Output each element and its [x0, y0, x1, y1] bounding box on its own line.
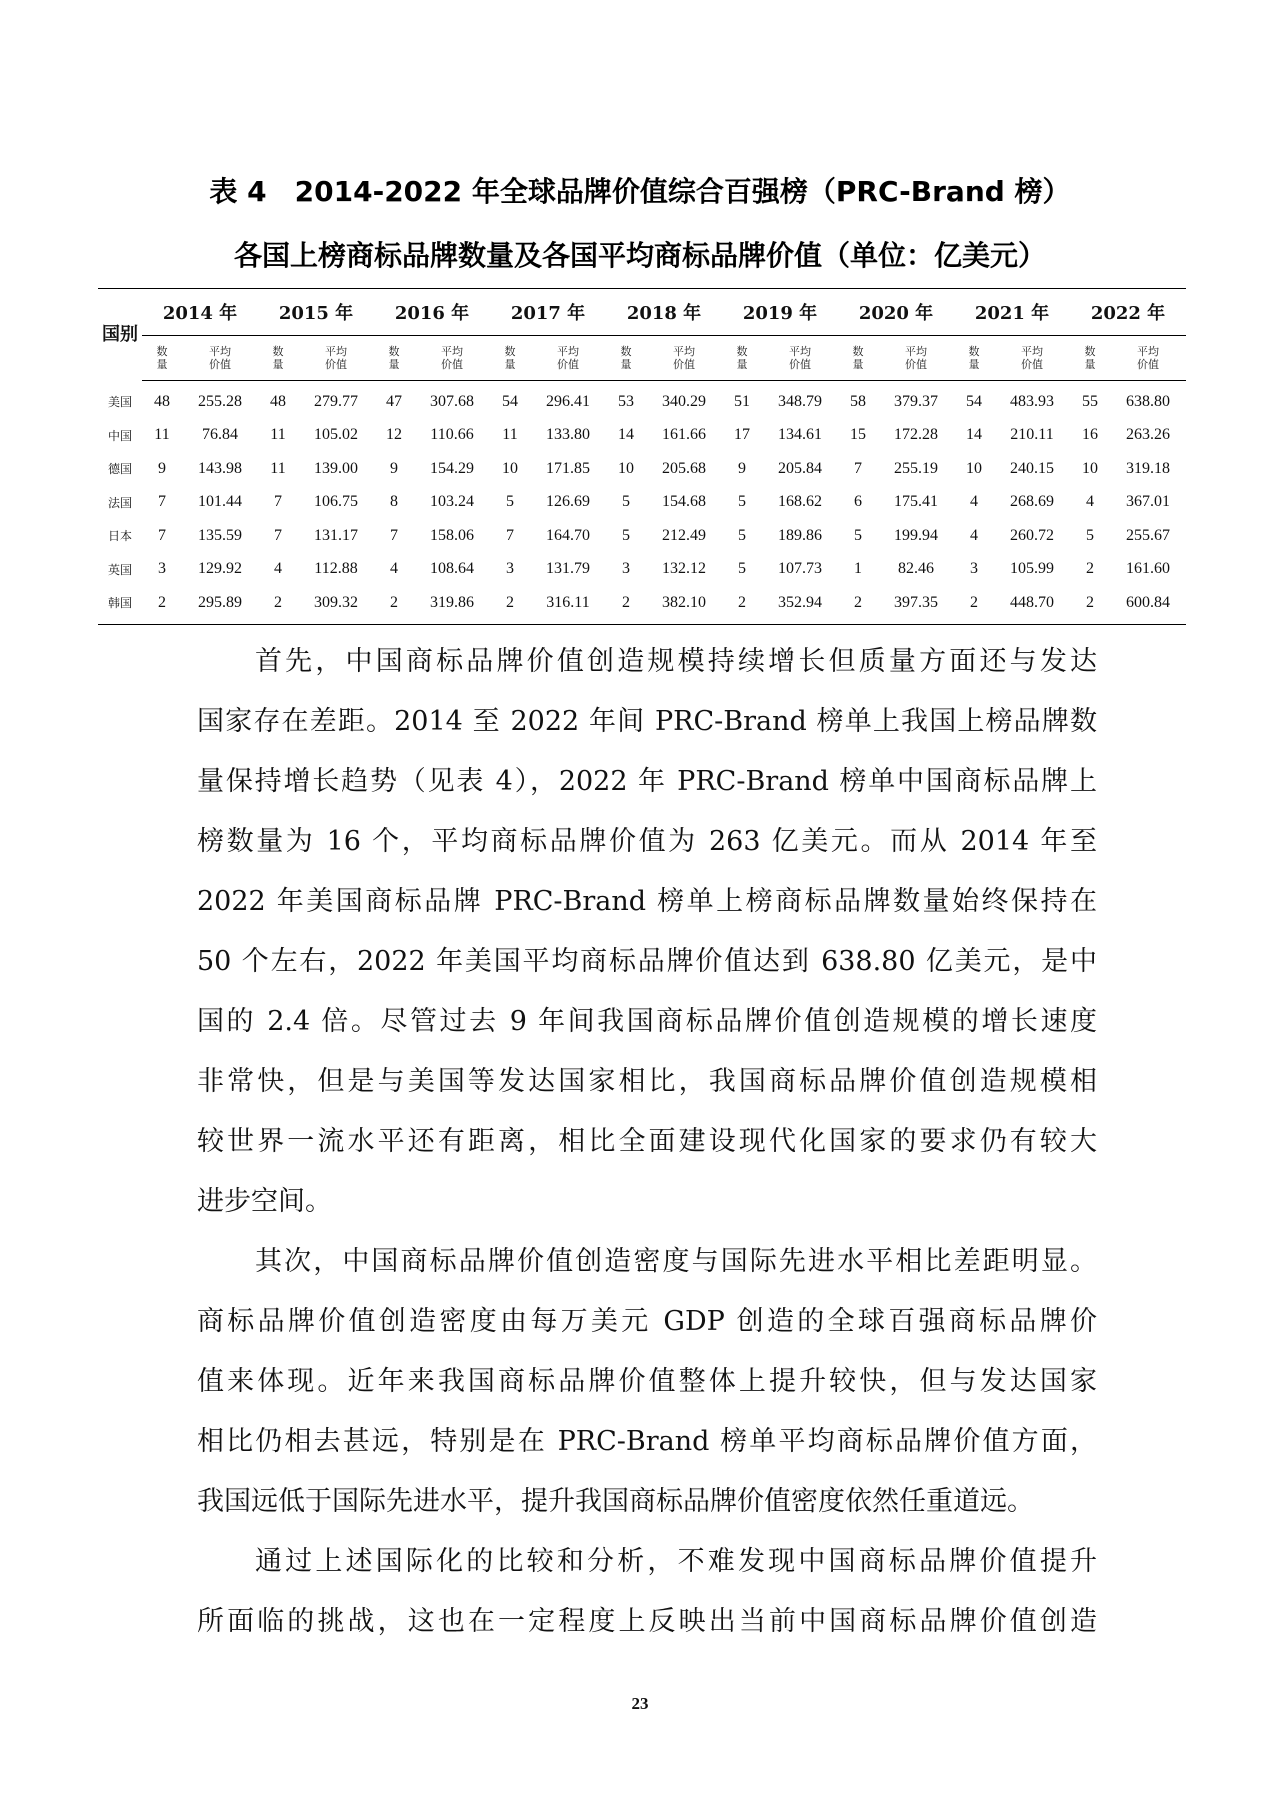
avg-value-cell: 126.69 [546, 493, 590, 511]
avg-value-cell: 101.44 [198, 493, 242, 511]
avg-value-cell: 154.68 [662, 493, 706, 511]
avg-value-cell: 139.00 [314, 459, 358, 477]
paragraph-line: 较世界一流水平还有距离，相比全面建设现代化国家的要求仍有较大 [197, 1126, 1097, 1157]
year-header: 2014 年 [142, 289, 258, 336]
paragraph-line: 商标品牌价值创造密度由每万美元 GDP 创造的全球百强商标品牌价 [197, 1306, 1097, 1337]
avg-value-cell: 309.32 [314, 593, 358, 611]
avg-value-cell: 76.84 [202, 426, 238, 444]
avg-value-cell: 107.73 [778, 560, 822, 578]
avg-value-cell: 205.84 [778, 459, 822, 477]
brand-count-cell: 5 [854, 526, 862, 544]
brand-count-cell: 12 [386, 426, 402, 444]
avg-value-cell: 379.37 [894, 392, 938, 410]
brand-count-cell: 3 [506, 560, 514, 578]
avg-value-subheader: 平均价值 [298, 336, 374, 381]
avg-value-cell: 106.75 [314, 493, 358, 511]
count-subheader: 数量 [374, 336, 414, 381]
year-header: 2020 年 [838, 289, 954, 336]
paragraph-line: 进步空间。 [197, 1186, 332, 1217]
avg-value-cell: 132.12 [662, 560, 706, 578]
brand-count-cell: 4 [390, 560, 398, 578]
avg-value-cell: 133.80 [546, 426, 590, 444]
avg-value-subheader: 平均价值 [994, 336, 1070, 381]
avg-value-cell: 189.86 [778, 526, 822, 544]
avg-value-cell: 105.99 [1010, 560, 1054, 578]
avg-value-cell: 255.19 [894, 459, 938, 477]
avg-value-cell: 108.64 [430, 560, 474, 578]
paragraph-line: 首先，中国商标品牌价值创造规模持续增长但质量方面还与发达 [255, 646, 1097, 677]
country-name: 英国 [107, 562, 132, 577]
brand-count-cell: 10 [966, 459, 982, 477]
year-header-row [98, 289, 1186, 336]
avg-value-cell: 352.94 [778, 593, 822, 611]
avg-value-cell: 483.93 [1010, 392, 1054, 410]
country-column-header: 国别 [102, 323, 138, 345]
avg-value-cell: 199.94 [894, 526, 938, 544]
avg-value-subheader: 平均价值 [646, 336, 722, 381]
count-subheader: 数量 [838, 336, 878, 381]
brand-count-cell: 3 [622, 560, 630, 578]
avg-value-cell: 397.35 [894, 593, 938, 611]
brand-count-cell: 11 [270, 459, 286, 477]
brand-count-cell: 10 [1082, 459, 1098, 477]
brand-count-cell: 14 [966, 426, 982, 444]
brand-count-cell: 10 [618, 459, 634, 477]
brand-count-cell: 16 [1082, 426, 1098, 444]
table-row [98, 553, 1186, 587]
brand-count-cell: 54 [502, 392, 518, 410]
brand-count-cell: 54 [966, 392, 982, 410]
avg-value-cell: 279.77 [314, 392, 358, 410]
avg-value-cell: 168.62 [778, 493, 822, 511]
table-row [98, 586, 1186, 624]
brand-count-cell: 9 [390, 459, 398, 477]
brand-count-cell: 11 [154, 426, 170, 444]
avg-value-cell: 164.70 [546, 526, 590, 544]
country-name: 美国 [107, 395, 132, 409]
avg-value-subheader: 平均价值 [878, 336, 954, 381]
avg-value-cell: 319.86 [430, 593, 474, 611]
avg-value-cell: 382.10 [662, 593, 706, 611]
avg-value-cell: 112.88 [314, 560, 358, 578]
avg-value-cell: 240.15 [1010, 459, 1054, 477]
brand-count-cell: 4 [970, 526, 978, 544]
avg-value-cell: 210.11 [1010, 426, 1054, 444]
table-body [98, 381, 1186, 625]
brand-count-cell: 3 [970, 560, 978, 578]
avg-value-cell: 268.69 [1010, 493, 1054, 511]
brand-count-cell: 7 [854, 459, 862, 477]
count-subheader: 数量 [142, 336, 182, 381]
brand-count-cell: 7 [158, 526, 166, 544]
brand-count-cell: 7 [158, 493, 166, 511]
paragraph-line: 所面临的挑战，这也在一定程度上反映出当前中国商标品牌价值创造 [197, 1606, 1097, 1637]
avg-value-cell: 135.59 [198, 526, 242, 544]
country-name: 德国 [107, 462, 132, 477]
paragraph-line: 量保持增长趋势（见表 4），2022 年 PRC-Brand 榜单中国商标品牌上 [197, 766, 1097, 797]
year-header: 2022 年 [1070, 289, 1186, 336]
brand-value-table [98, 288, 1186, 625]
brand-count-cell: 53 [618, 392, 634, 410]
brand-count-cell: 11 [270, 426, 286, 444]
year-header: 2016 年 [374, 289, 490, 336]
avg-value-cell: 143.98 [198, 459, 242, 477]
avg-value-cell: 161.60 [1126, 560, 1170, 578]
avg-value-cell: 296.41 [546, 392, 590, 410]
brand-count-cell: 6 [854, 493, 862, 511]
avg-value-cell: 82.46 [898, 560, 934, 578]
paragraph-line: 我国远低于国际先进水平，提升我国商标品牌价值密度依然任重道远。 [197, 1486, 1034, 1517]
brand-count-cell: 2 [622, 593, 630, 611]
paragraph-1 [197, 632, 1097, 1232]
avg-value-cell: 171.85 [546, 459, 590, 477]
paragraph-3 [197, 1532, 1097, 1652]
brand-count-cell: 58 [850, 392, 866, 410]
paragraph-line: 国的 2.4 倍。尽管过去 9 年间我国商标品牌价值创造规模的增长速度 [197, 1006, 1097, 1037]
avg-value-cell: 638.80 [1126, 392, 1170, 410]
avg-value-cell: 255.67 [1126, 526, 1170, 544]
year-header: 2018 年 [606, 289, 722, 336]
avg-value-subheader: 平均价值 [530, 336, 606, 381]
year-header: 2015 年 [258, 289, 374, 336]
paragraph-2 [197, 1232, 1097, 1532]
avg-value-cell: 600.84 [1126, 593, 1170, 611]
avg-value-subheader: 平均价值 [414, 336, 490, 381]
table-title-line-2: 各国上榜商标品牌数量及各国平均商标品牌价值（单位：亿美元） [233, 239, 1046, 272]
avg-value-cell: 255.28 [198, 392, 242, 410]
table-title-line-1: 表 4 2014-2022 年全球品牌价值综合百强榜（PRC-Brand 榜） [209, 175, 1071, 208]
country-name: 韩国 [107, 596, 132, 611]
brand-count-cell: 7 [390, 526, 398, 544]
brand-count-cell: 2 [506, 593, 514, 611]
brand-count-cell: 51 [734, 392, 750, 410]
paragraph-line: 其次，中国商标品牌价值创造密度与国际先进水平相比差距明显。 [255, 1246, 1097, 1277]
brand-count-cell: 7 [274, 493, 282, 511]
brand-count-cell: 2 [274, 593, 282, 611]
paragraph-line: 2022 年美国商标品牌 PRC-Brand 榜单上榜商标品牌数量始终保持在 [197, 886, 1097, 917]
avg-value-cell: 295.89 [198, 593, 242, 611]
avg-value-cell: 212.49 [662, 526, 706, 544]
table-row [98, 381, 1186, 419]
avg-value-cell: 319.18 [1126, 459, 1170, 477]
brand-count-cell: 4 [274, 560, 282, 578]
avg-value-cell: 316.11 [546, 593, 590, 611]
paragraph-line: 通过上述国际化的比较和分析，不难发现中国商标品牌价值提升 [255, 1546, 1097, 1577]
avg-value-subheader: 平均价值 [1110, 336, 1186, 381]
paragraph-line: 50 个左右，2022 年美国平均商标品牌价值达到 638.80 亿美元，是中 [197, 946, 1097, 977]
page-number: 23 [631, 1694, 649, 1713]
count-subheader: 数量 [954, 336, 994, 381]
paragraph-line: 国家存在差距。2014 至 2022 年间 PRC-Brand 榜单上我国上榜品牌数 [197, 706, 1097, 737]
brand-count-cell: 2 [390, 593, 398, 611]
brand-count-cell: 4 [1086, 493, 1094, 511]
brand-count-cell: 48 [154, 392, 170, 410]
avg-value-cell: 263.26 [1126, 426, 1170, 444]
avg-value-cell: 348.79 [778, 392, 822, 410]
brand-count-cell: 4 [970, 493, 978, 511]
avg-value-cell: 131.79 [546, 560, 590, 578]
avg-value-cell: 448.70 [1010, 593, 1054, 611]
count-subheader: 数量 [258, 336, 298, 381]
avg-value-cell: 154.29 [430, 459, 474, 477]
brand-count-cell: 2 [1086, 593, 1094, 611]
avg-value-cell: 307.68 [430, 392, 474, 410]
count-subheader: 数量 [490, 336, 530, 381]
year-header: 2017 年 [490, 289, 606, 336]
country-name: 法国 [107, 495, 132, 510]
table-row [98, 419, 1186, 453]
avg-value-cell: 175.41 [894, 493, 938, 511]
brand-count-cell: 15 [850, 426, 866, 444]
brand-count-cell: 8 [390, 493, 398, 511]
brand-count-cell: 2 [1086, 560, 1094, 578]
avg-value-cell: 134.61 [778, 426, 822, 444]
avg-value-cell: 131.17 [314, 526, 358, 544]
year-header: 2019 年 [722, 289, 838, 336]
brand-count-cell: 2 [970, 593, 978, 611]
brand-count-cell: 48 [270, 392, 286, 410]
country-name: 中国 [107, 428, 132, 443]
avg-value-cell: 205.68 [662, 459, 706, 477]
paragraph-line: 值来体现。近年来我国商标品牌价值整体上提升较快，但与发达国家 [197, 1366, 1097, 1397]
brand-count-cell: 5 [622, 493, 630, 511]
avg-value-cell: 105.02 [314, 426, 358, 444]
brand-count-cell: 7 [274, 526, 282, 544]
count-subheader: 数量 [606, 336, 646, 381]
brand-count-cell: 2 [854, 593, 862, 611]
brand-count-cell: 5 [738, 526, 746, 544]
brand-count-cell: 9 [738, 459, 746, 477]
brand-count-cell: 17 [734, 426, 750, 444]
brand-count-cell: 14 [618, 426, 634, 444]
avg-value-cell: 172.28 [894, 426, 938, 444]
subheader-row [98, 336, 1186, 381]
paragraph-line: 非常快，但是与美国等发达国家相比，我国商标品牌价值创造规模相 [197, 1066, 1097, 1097]
avg-value-subheader: 平均价值 [762, 336, 838, 381]
brand-count-cell: 3 [158, 560, 166, 578]
brand-count-cell: 5 [738, 493, 746, 511]
avg-value-cell: 340.29 [662, 392, 706, 410]
brand-count-cell: 9 [158, 459, 166, 477]
avg-value-cell: 161.66 [662, 426, 706, 444]
count-subheader: 数量 [722, 336, 762, 381]
brand-count-cell: 5 [622, 526, 630, 544]
table-row [98, 519, 1186, 553]
brand-count-cell: 55 [1082, 392, 1098, 410]
avg-value-cell: 367.01 [1126, 493, 1170, 511]
country-name: 日本 [107, 529, 132, 544]
brand-count-cell: 47 [386, 392, 402, 410]
avg-value-cell: 158.06 [430, 526, 474, 544]
brand-count-cell: 2 [738, 593, 746, 611]
brand-count-cell: 1 [854, 560, 862, 578]
brand-count-cell: 5 [1086, 526, 1094, 544]
avg-value-cell: 260.72 [1010, 526, 1054, 544]
year-header: 2021 年 [954, 289, 1070, 336]
brand-count-cell: 5 [738, 560, 746, 578]
brand-count-cell: 2 [158, 593, 166, 611]
brand-count-cell: 7 [506, 526, 514, 544]
paragraph-line: 相比仍相去甚远，特别是在 PRC-Brand 榜单平均商标品牌价值方面， [197, 1426, 1097, 1457]
table-row [98, 452, 1186, 486]
avg-value-subheader: 平均价值 [182, 336, 258, 381]
avg-value-cell: 110.66 [430, 426, 474, 444]
count-subheader: 数量 [1070, 336, 1110, 381]
brand-count-cell: 10 [502, 459, 518, 477]
avg-value-cell: 129.92 [198, 560, 242, 578]
brand-count-cell: 5 [506, 493, 514, 511]
table-row [98, 486, 1186, 520]
brand-count-cell: 11 [502, 426, 518, 444]
avg-value-cell: 103.24 [430, 493, 474, 511]
paragraph-line: 榜数量为 16 个，平均商标品牌价值为 263 亿美元。而从 2014 年至 [197, 826, 1097, 857]
